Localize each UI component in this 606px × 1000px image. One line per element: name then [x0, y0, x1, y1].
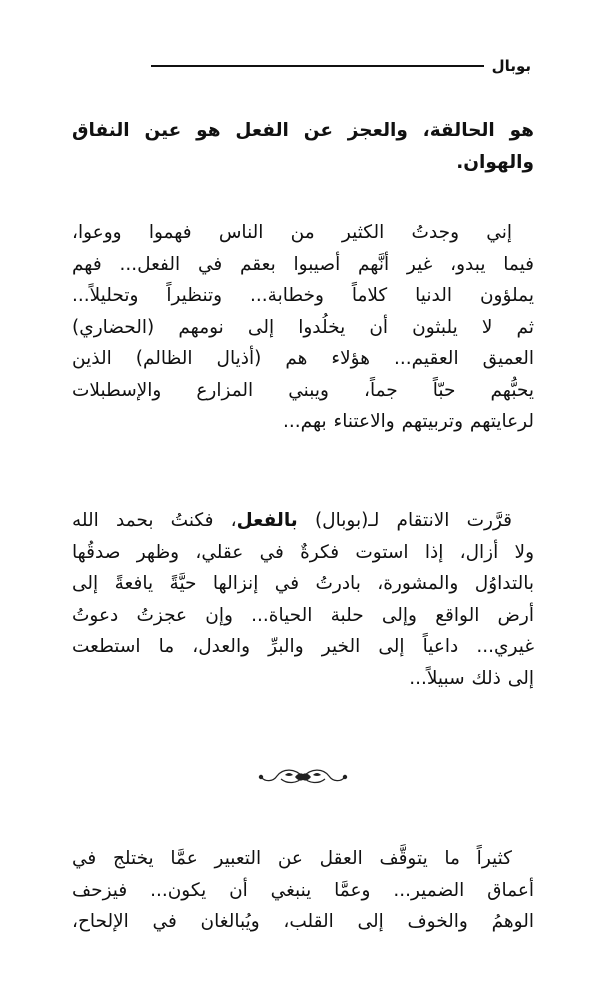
header-title: بوبال: [491, 57, 531, 75]
text-line: فيما يبدو، غير أنَّهم أصيبوا بعقم في الفعل... فهم: [72, 253, 534, 275]
text-line: الوهمُ والخوف إلى القلب، ويُبالغان في الإلحاح،: [72, 911, 534, 932]
text-line: هو الحالقة، والعجز عن الفعل هو عين النفاق: [72, 120, 534, 141]
text-line: إني وجدتُ الكثير من الناس فهموا ووعوا،: [72, 222, 512, 243]
paragraph-revenge: [72, 505, 534, 694]
paragraph-mind: [72, 843, 534, 938]
running-header: [151, 54, 531, 78]
text-line: يحبُّهم حبّاً جماً، ويبني المزارع والإسطبلات: [72, 379, 534, 401]
text-line: ولا أزال، إذا استوت فكرةٌ في عقلي، وظهر صدقُها: [72, 541, 534, 563]
emphasis-text: بالفعل: [236, 510, 298, 531]
header-rule: [151, 65, 484, 67]
text-line: العميق العقيم... هؤلاء هم (أذيال الظالم) الذين: [72, 348, 534, 369]
text-line: كثيراً ما يتوقَّف العقل عن التعبير عمَّا يختلج في: [72, 848, 512, 869]
paragraph-intro: [72, 115, 534, 178]
text-line: والهوان.: [456, 151, 534, 173]
floral-divider-icon: [255, 762, 351, 792]
text-line: بالتداوُل والمشورة، بادرتُ في إنزالها حيَّةً يافعةً إلى: [72, 573, 534, 594]
text-line: ثم لا يلبثون أن يخلُدوا إلى نومهم (الحضاري): [72, 316, 534, 338]
text-line: لرعايتهم وتربيتهم والاعتناء بهم...: [283, 411, 534, 432]
paragraph-people: [72, 217, 534, 438]
text-line: غيري... داعياً إلى الخير والبرِّ والعدل، ما استطعت: [72, 636, 534, 657]
text-line: أعماق الضمير... وعمَّا ينبغي أن يكون... فيزحف: [72, 879, 534, 901]
text-line: إلى ذلك سبيلاً...: [409, 667, 534, 689]
text-line: أرض الواقع وإلى حلبة الحياة... وإن عجزتُ دعوتُ: [72, 604, 534, 626]
text-line: قرَّرت الانتقام لـ(بوبال) بالفعل، فكنتُ بحمد الله: [72, 510, 512, 531]
text-line: يملؤون الدنيا كلاماً وخطابة... وتنظيراً وتحليلاً...: [72, 285, 534, 306]
